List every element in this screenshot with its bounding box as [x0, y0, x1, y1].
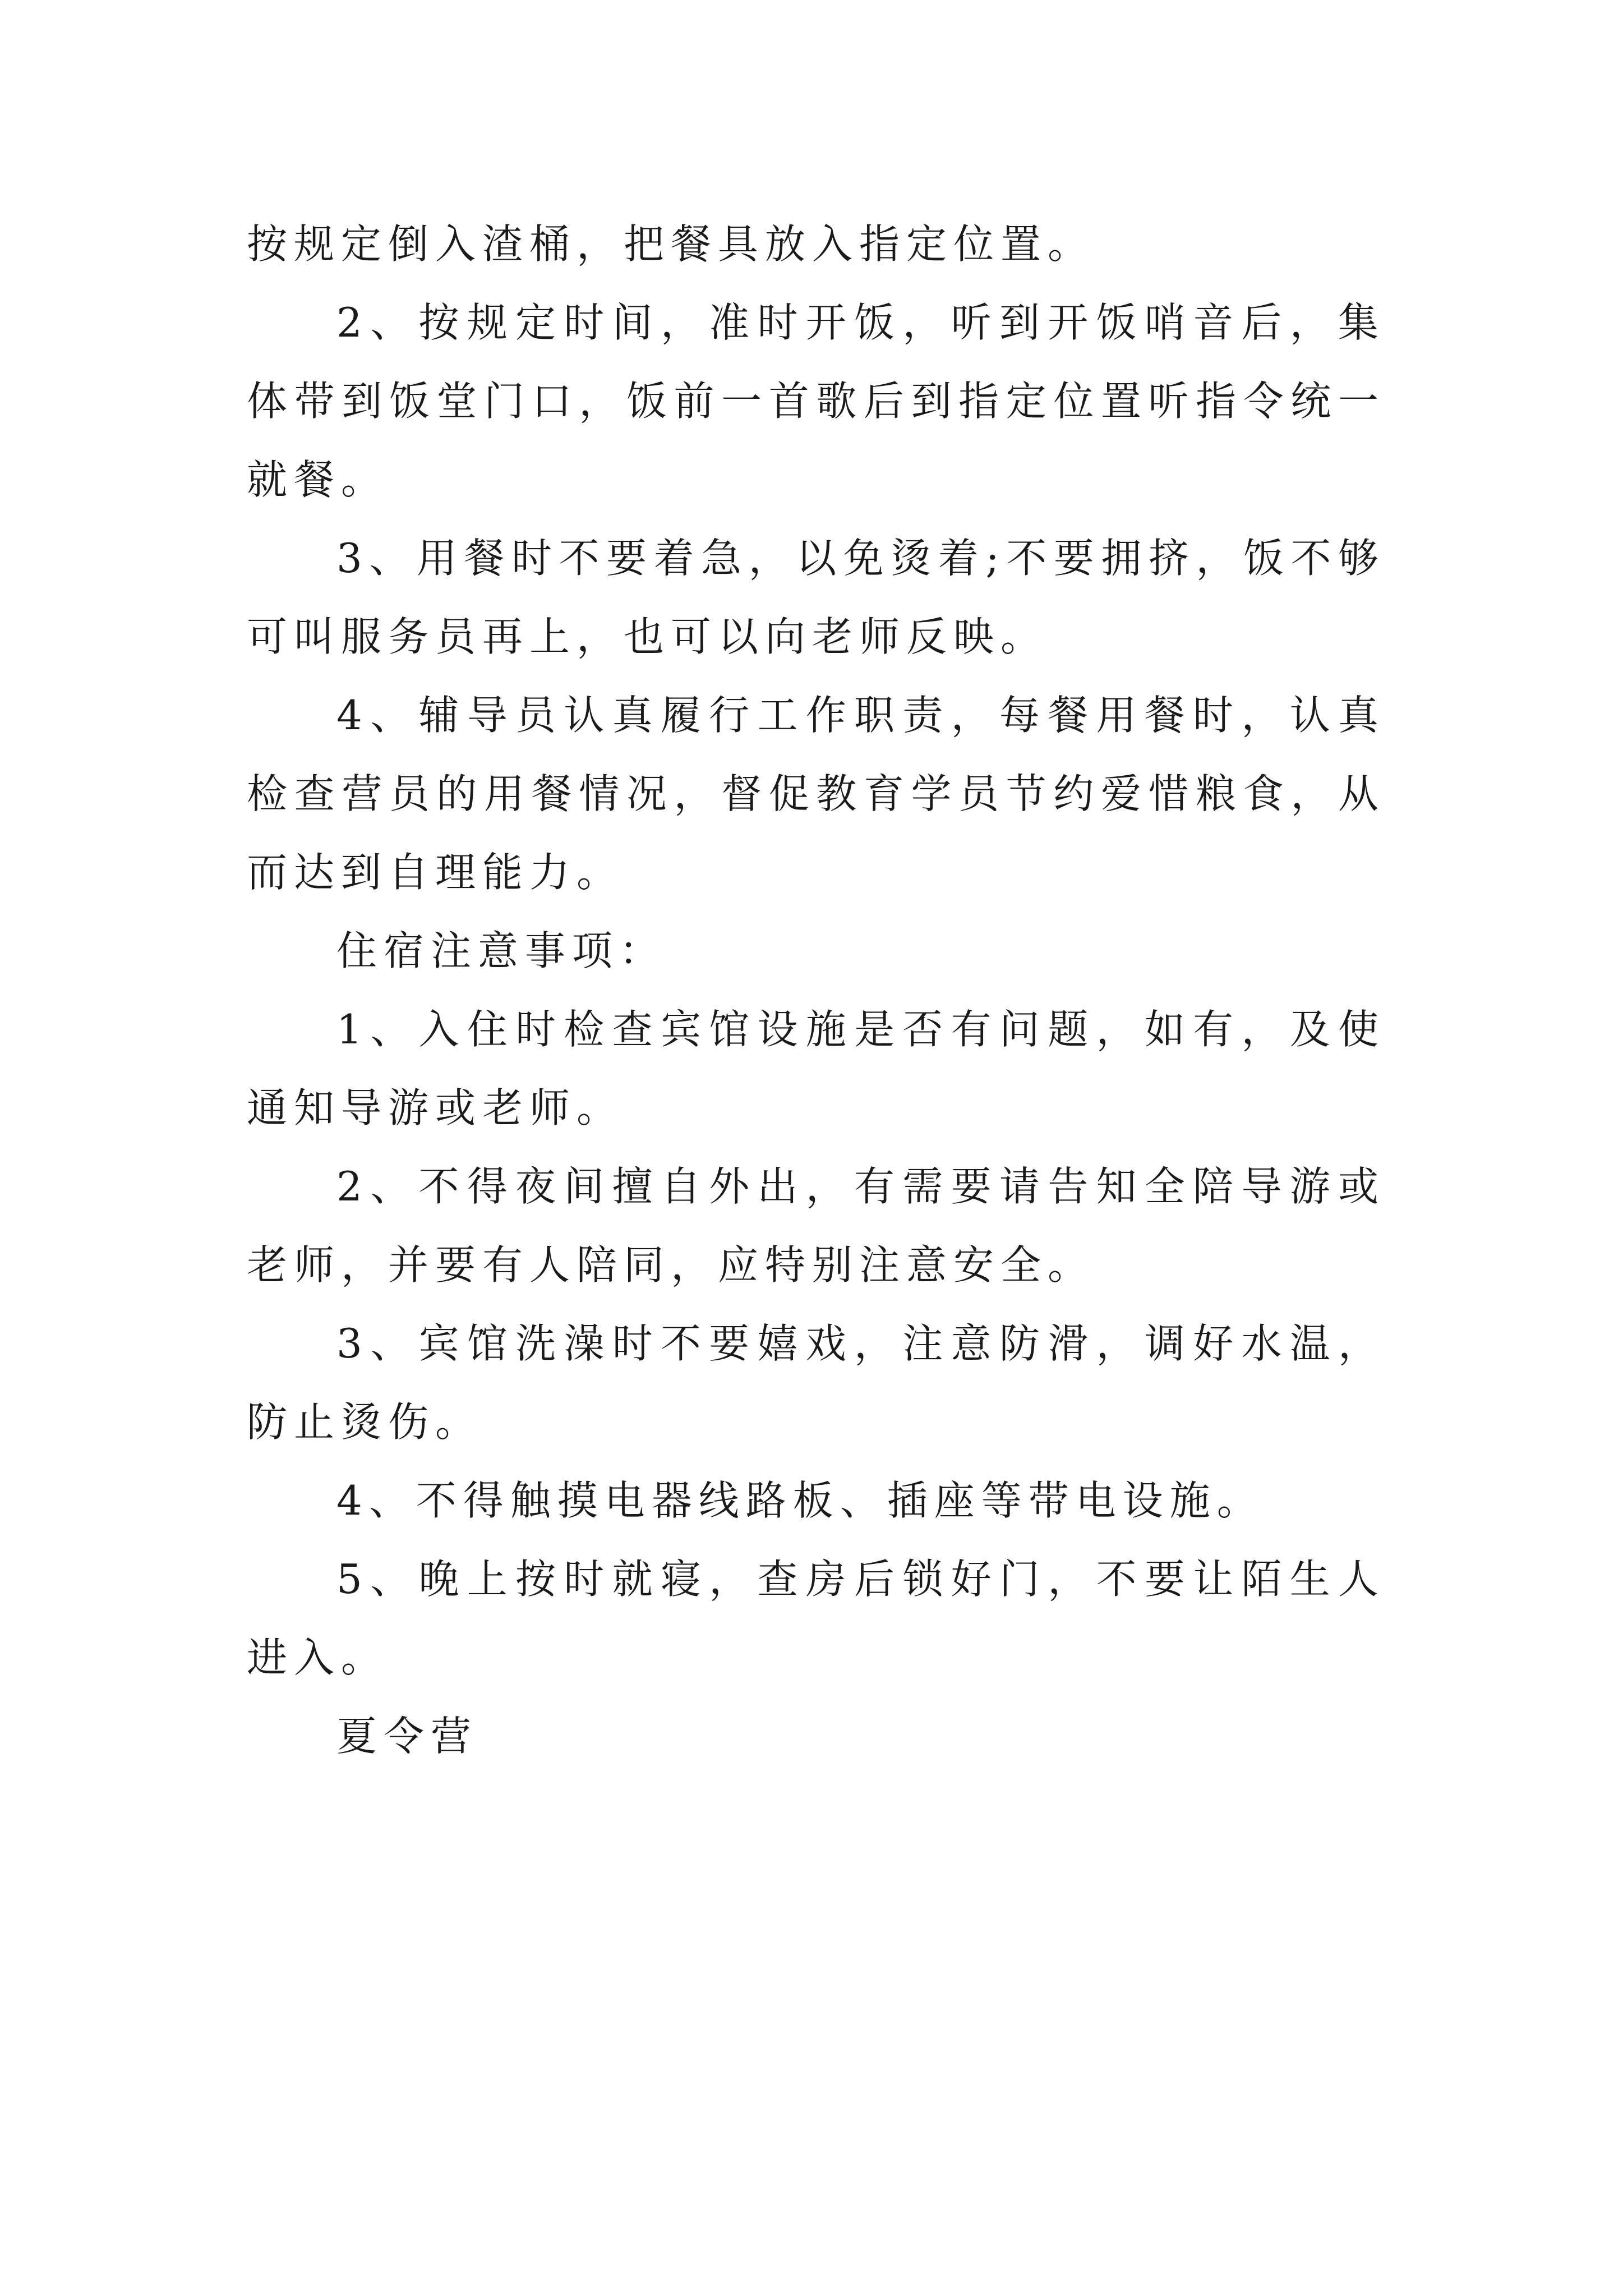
paragraph-meal-disposal: 按规定倒入渣桶，把餐具放入指定位置。: [247, 220, 1095, 268]
paragraph-meal-rule-4: 4、辅导员认真履行工作职责，每餐用餐时，认真检查营员的用餐情况，督促教育学员节约爱惜粮食，从而达到自理能力。: [247, 692, 1385, 896]
paragraph-signature: 夏令营: [336, 1713, 478, 1760]
document-body: [247, 205, 1385, 1775]
paragraph-lodging-rule-3: 3、宾馆洗澡时不要嬉戏，注意防滑，调好水温，防止烫伤。: [247, 1320, 1385, 1446]
paragraph-meal-rule-3: 3、用餐时不要着急，以免烫着;不要拥挤，饭不够可叫服务员再上，也可以向老师反映。: [247, 535, 1385, 660]
paragraph-lodging-rule-1: 1、入住时检查宾馆设施是否有问题，如有，及使通知导游或老师。: [247, 1006, 1385, 1131]
section-heading-lodging: 住宿注意事项：: [336, 927, 667, 974]
paragraph-meal-rule-2: 2、按规定时间，准时开饭，听到开饭哨音后，集体带到饭堂门口，饭前一首歌后到指定位置听指令统一就餐。: [247, 299, 1385, 503]
paragraph-lodging-rule-4: 4、不得触摸电器线路板、插座等带电设施。: [336, 1477, 1264, 1524]
paragraph-lodging-rule-2: 2、不得夜间擅自外出，有需要请告知全陪导游或老师，并要有人陪同，应特别注意安全。: [247, 1163, 1385, 1289]
paragraph-lodging-rule-5: 5、晚上按时就寝，查房后锁好门，不要让陌生人进入。: [247, 1556, 1385, 1681]
